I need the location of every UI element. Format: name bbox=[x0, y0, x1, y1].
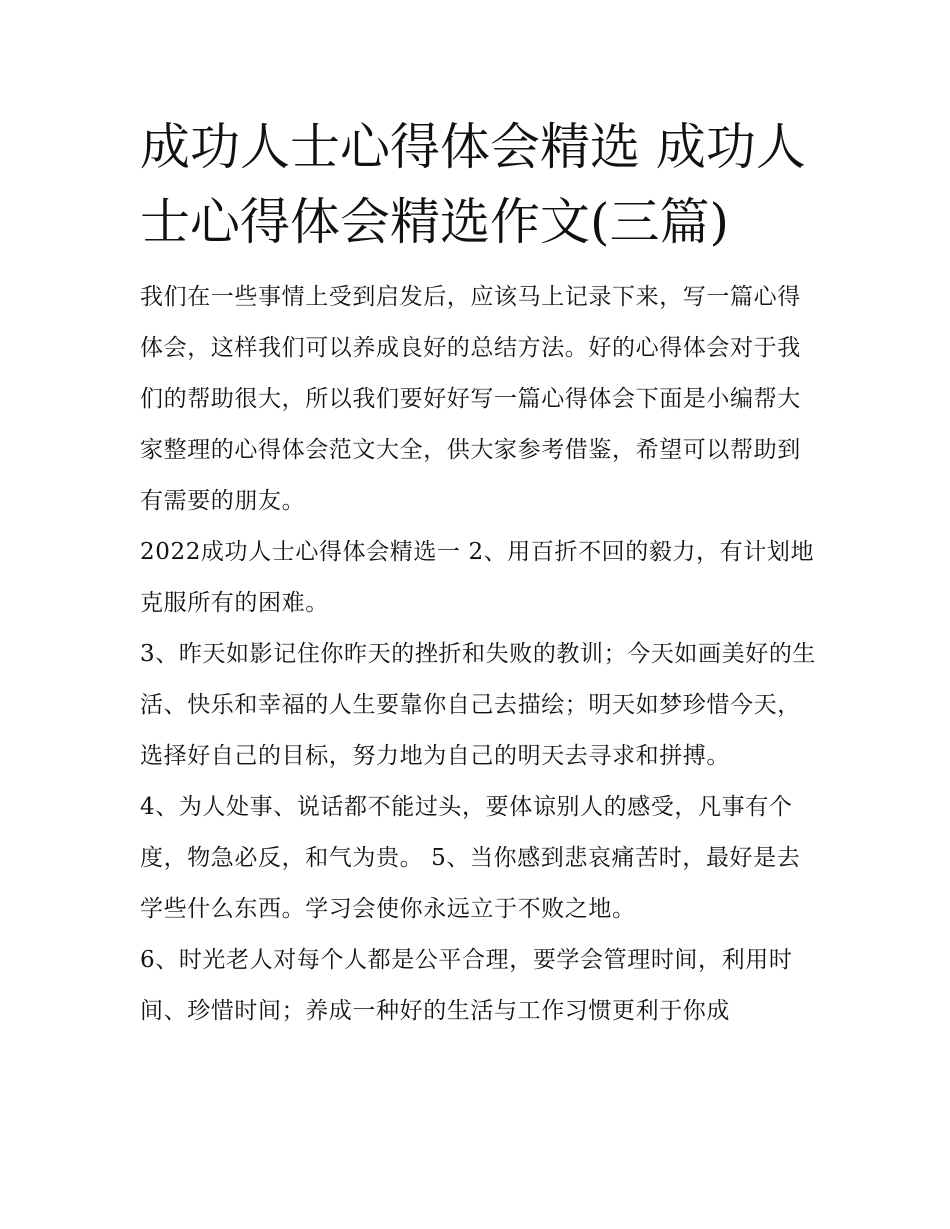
paragraph-item-2: 2022成功人士心得体会精选一 2、用百折不回的毅力，有计划地克服所有的困难。 bbox=[140, 539, 815, 616]
paragraph-item-6: 6、时光老人对每个人都是公平合理，要学会管理时间，利用时间、珍惜时间；养成一种好的生活与工作习惯更利于你成 bbox=[140, 947, 793, 1024]
document-title: 成功人士心得体会精选 成功人士心得体会精选作文(三篇) bbox=[140, 118, 806, 251]
paragraph-item-3: 3、昨天如影记住你昨天的挫折和失败的教训；今天如画美好的生活、快乐和幸福的人生要靠你自己去描绘；明天如梦珍惜今天，选择好自己的目标，努力地为自己的明天去寻求和拼搏。 bbox=[140, 641, 817, 769]
paragraph-item-4-5: 4、为人处事、说话都不能过头，要体谅别人的感受，凡事有个度，物急必反，和气为贵。 5、当你感到悲哀痛苦时，最好是去学些什么东西。学习会使你永远立于不败之地。 bbox=[140, 794, 801, 922]
document-body bbox=[140, 110, 820, 1037]
paragraph-intro: 我们在一些事情上受到启发后，应该马上记录下来，写一篇心得体会，这样我们可以养成良好的总结方法。好的心得体会对于我们的帮助很大，所以我们要好好写一篇心得体会下面是小编帮大家整理的心得体会范文大全，供大家参考借鉴，希望可以帮助到有需要的朋友。 bbox=[140, 284, 801, 514]
